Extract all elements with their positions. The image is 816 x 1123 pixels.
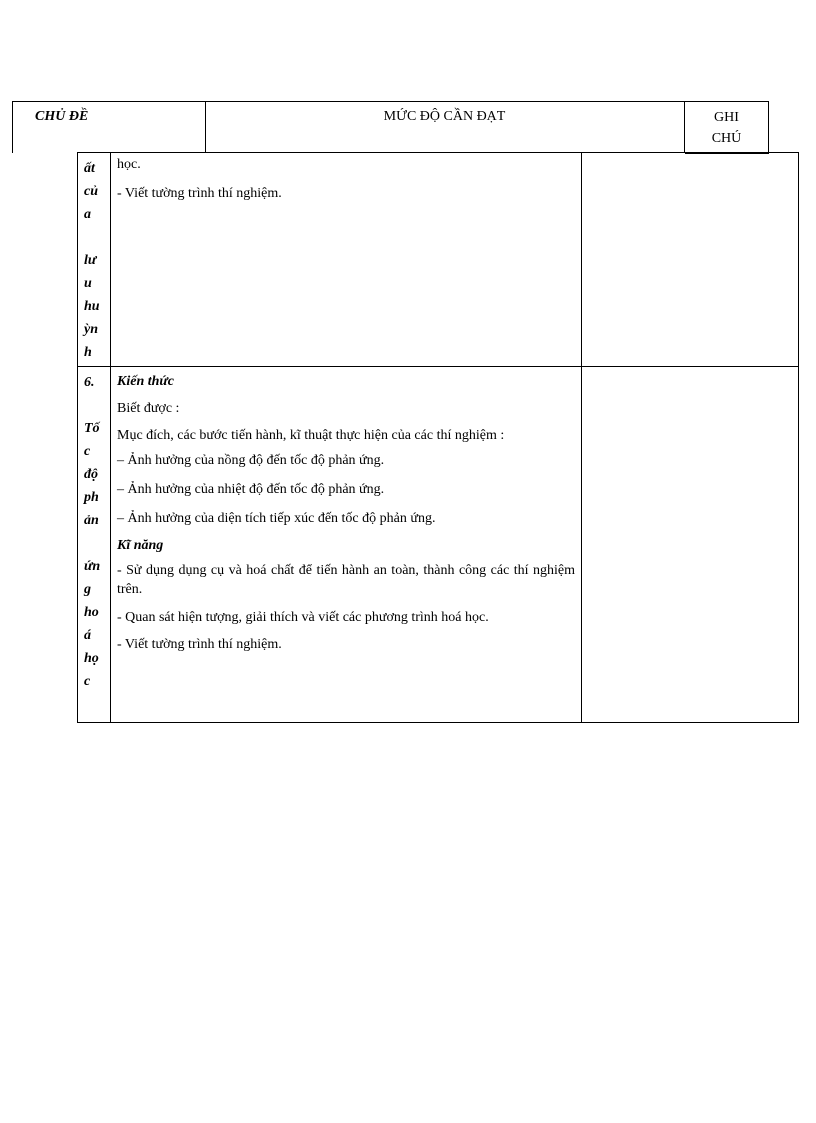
content-cell bbox=[111, 367, 582, 722]
knowledge-heading: Kiến thức bbox=[117, 374, 175, 389]
header-level-cell bbox=[205, 101, 685, 153]
note-cell bbox=[582, 153, 798, 366]
header-note-label: GHI CHÚ bbox=[711, 110, 742, 146]
topic-cell: 6. Tố c độ ph ản ứn g ho á họ c bbox=[78, 367, 111, 722]
content-line: học. bbox=[117, 157, 141, 172]
content-cell bbox=[111, 153, 582, 366]
skills-heading: Kĩ năng bbox=[117, 538, 164, 553]
header-topic-cell bbox=[12, 101, 206, 153]
topic-cell: ất củ a lư u hu ỳn h bbox=[78, 153, 111, 366]
note-cell bbox=[582, 367, 798, 722]
knowledge-item: – Ảnh hưởng của diện tích tiếp xúc đến tốc độ phản ứng. bbox=[117, 511, 436, 526]
skills-item: - Sử dụng dụng cụ và hoá chất để tiến hành an toàn, thành công các thí nghiệm trên. bbox=[117, 563, 575, 597]
skills-item: - Quan sát hiện tượng, giải thích và viết các phương trình hoá học. bbox=[117, 610, 489, 625]
header-note-cell bbox=[685, 101, 769, 154]
knowledge-purpose: Mục đích, các bước tiến hành, kĩ thuật thực hiện của các thí nghiệm : bbox=[117, 428, 505, 443]
table-row bbox=[77, 152, 799, 367]
header-level-label: MỨC ĐỘ CẦN ĐẠT bbox=[383, 109, 506, 124]
knowledge-item: – Ảnh hưởng của nồng độ đến tốc độ phản ứng. bbox=[117, 453, 385, 468]
content-line: - Viết tường trình thí nghiệm. bbox=[117, 186, 282, 201]
knowledge-intro: Biết được : bbox=[117, 401, 180, 416]
knowledge-item: – Ảnh hưởng của nhiệt độ đến tốc độ phản ứng. bbox=[117, 482, 385, 497]
table-row bbox=[77, 366, 799, 723]
skills-item: - Viết tường trình thí nghiệm. bbox=[117, 637, 282, 652]
header-topic-label: CHỦ ĐỀ bbox=[35, 109, 89, 124]
